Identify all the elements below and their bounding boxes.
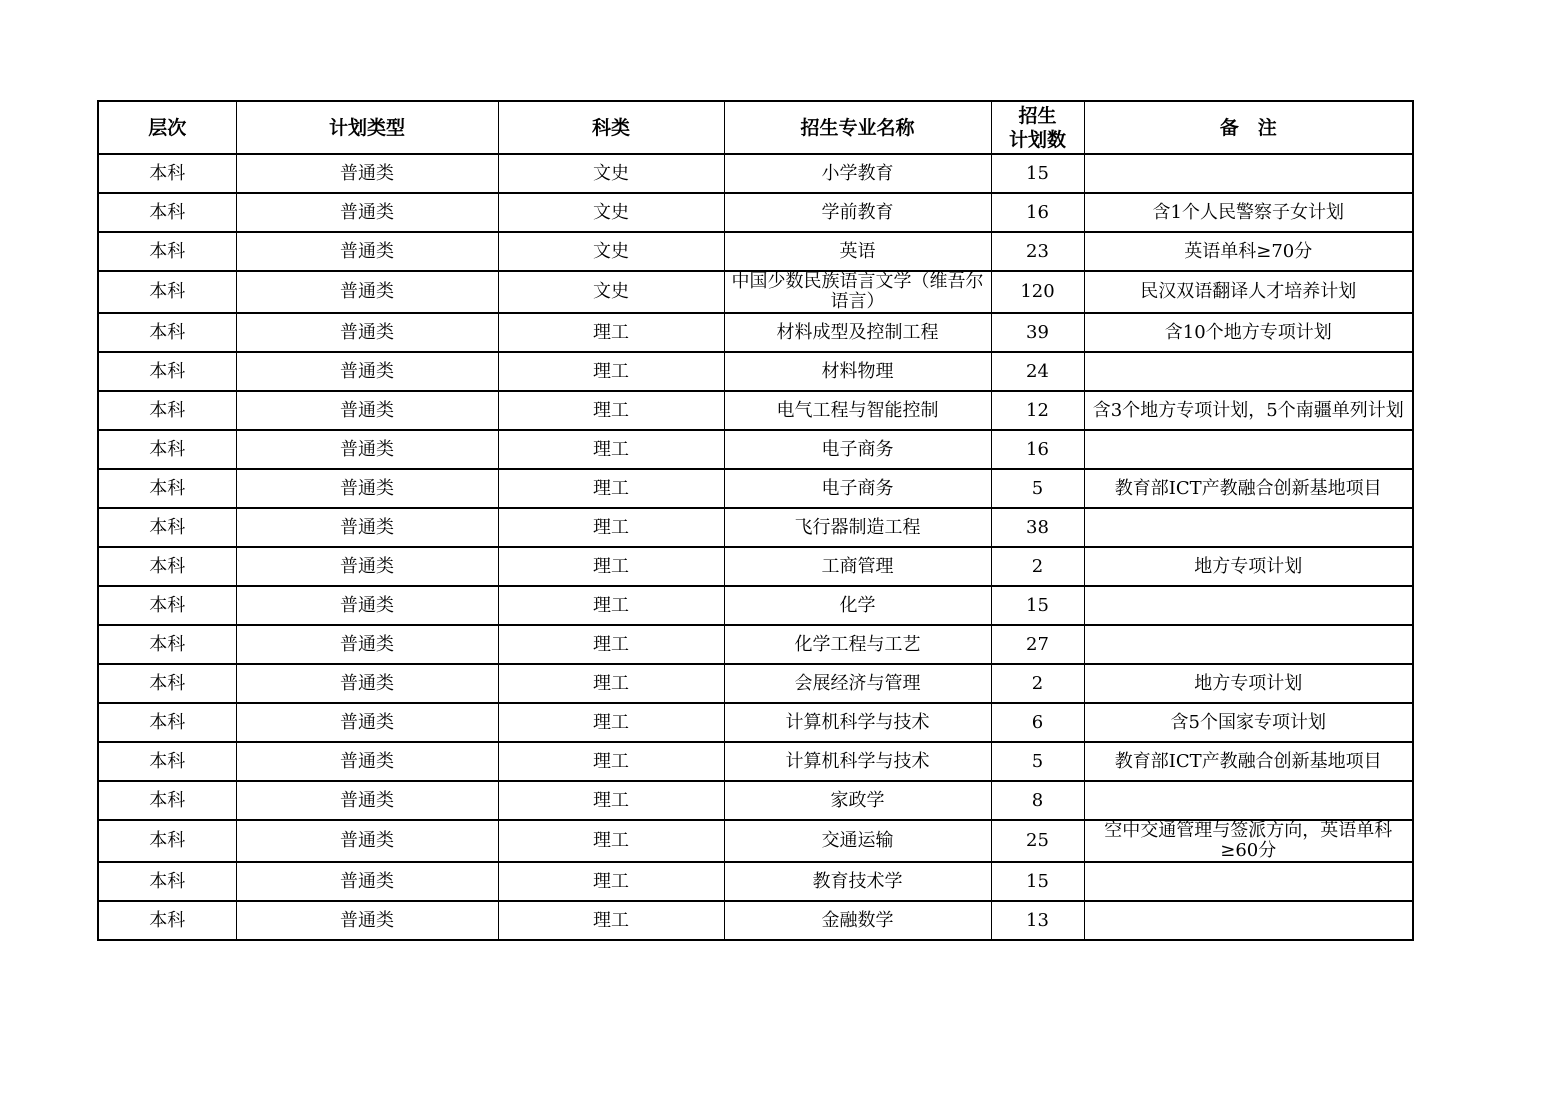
cell-remark: 教育部ICT产教融合创新基地项目 (1084, 469, 1413, 508)
cell-plan-type: 普通类 (236, 862, 498, 901)
cell-quota: 16 (991, 430, 1084, 469)
cell-remark: 教育部ICT产教融合创新基地项目 (1084, 742, 1413, 781)
cell-plan-type: 普通类 (236, 313, 498, 352)
header-subject: 科类 (498, 101, 724, 154)
cell-quota: 15 (991, 862, 1084, 901)
cell-level: 本科 (98, 586, 236, 625)
cell-subject: 理工 (498, 352, 724, 391)
cell-level: 本科 (98, 232, 236, 271)
cell-major: 电子商务 (724, 430, 991, 469)
cell-major: 金融数学 (724, 901, 991, 940)
cell-subject: 理工 (498, 820, 724, 862)
cell-subject: 理工 (498, 508, 724, 547)
header-plan-type: 计划类型 (236, 101, 498, 154)
cell-plan-type: 普通类 (236, 193, 498, 232)
table-row (98, 901, 1413, 940)
table-row (98, 232, 1413, 271)
cell-subject: 理工 (498, 430, 724, 469)
table-row (98, 391, 1413, 430)
cell-quota: 15 (991, 586, 1084, 625)
cell-quota: 5 (991, 469, 1084, 508)
cell-remark (1084, 901, 1413, 940)
cell-subject: 理工 (498, 862, 724, 901)
cell-plan-type: 普通类 (236, 391, 498, 430)
cell-major: 飞行器制造工程 (724, 508, 991, 547)
cell-subject: 理工 (498, 391, 724, 430)
cell-subject: 理工 (498, 781, 724, 820)
cell-major: 中国少数民族语言文学（维吾尔语言） (724, 271, 991, 313)
cell-quota: 2 (991, 664, 1084, 703)
cell-level: 本科 (98, 742, 236, 781)
table-row (98, 625, 1413, 664)
cell-plan-type: 普通类 (236, 703, 498, 742)
enrollment-plan-table (97, 100, 1414, 941)
cell-plan-type: 普通类 (236, 901, 498, 940)
cell-major: 化学 (724, 586, 991, 625)
cell-plan-type: 普通类 (236, 508, 498, 547)
cell-level: 本科 (98, 193, 236, 232)
cell-major: 工商管理 (724, 547, 991, 586)
table-body (98, 154, 1413, 940)
cell-plan-type: 普通类 (236, 469, 498, 508)
table-row (98, 154, 1413, 193)
cell-level: 本科 (98, 313, 236, 352)
cell-remark: 地方专项计划 (1084, 547, 1413, 586)
cell-remark: 含1个人民警察子女计划 (1084, 193, 1413, 232)
cell-plan-type: 普通类 (236, 271, 498, 313)
table-row (98, 547, 1413, 586)
cell-major: 家政学 (724, 781, 991, 820)
cell-quota: 5 (991, 742, 1084, 781)
cell-remark (1084, 508, 1413, 547)
cell-quota: 13 (991, 901, 1084, 940)
cell-remark (1084, 352, 1413, 391)
cell-major: 教育技术学 (724, 862, 991, 901)
cell-subject: 文史 (498, 154, 724, 193)
cell-plan-type: 普通类 (236, 232, 498, 271)
cell-remark: 含3个地方专项计划，5个南疆单列计划 (1084, 391, 1413, 430)
header-major: 招生专业名称 (724, 101, 991, 154)
cell-plan-type: 普通类 (236, 781, 498, 820)
cell-plan-type: 普通类 (236, 547, 498, 586)
cell-remark (1084, 625, 1413, 664)
cell-major: 学前教育 (724, 193, 991, 232)
cell-remark (1084, 781, 1413, 820)
cell-plan-type: 普通类 (236, 625, 498, 664)
header-remark: 备 注 (1084, 101, 1413, 154)
cell-level: 本科 (98, 352, 236, 391)
cell-level: 本科 (98, 820, 236, 862)
cell-plan-type: 普通类 (236, 664, 498, 703)
cell-level: 本科 (98, 703, 236, 742)
cell-plan-type: 普通类 (236, 586, 498, 625)
cell-major: 英语 (724, 232, 991, 271)
header-quota (991, 101, 1084, 154)
cell-level: 本科 (98, 154, 236, 193)
cell-subject: 文史 (498, 271, 724, 313)
cell-subject: 理工 (498, 586, 724, 625)
cell-quota: 27 (991, 625, 1084, 664)
cell-subject: 理工 (498, 469, 724, 508)
header-level: 层次 (98, 101, 236, 154)
cell-major: 化学工程与工艺 (724, 625, 991, 664)
cell-remark: 地方专项计划 (1084, 664, 1413, 703)
cell-subject: 理工 (498, 625, 724, 664)
cell-quota: 24 (991, 352, 1084, 391)
cell-quota: 12 (991, 391, 1084, 430)
cell-major: 材料物理 (724, 352, 991, 391)
cell-remark (1084, 862, 1413, 901)
cell-subject: 理工 (498, 742, 724, 781)
cell-subject: 理工 (498, 547, 724, 586)
table-row (98, 313, 1413, 352)
cell-major: 小学教育 (724, 154, 991, 193)
table-row (98, 586, 1413, 625)
cell-level: 本科 (98, 862, 236, 901)
table-row (98, 193, 1413, 232)
cell-major: 电气工程与智能控制 (724, 391, 991, 430)
cell-level: 本科 (98, 430, 236, 469)
cell-remark: 民汉双语翻译人才培养计划 (1084, 271, 1413, 313)
header-quota-line1: 招生 (1018, 104, 1057, 127)
cell-plan-type: 普通类 (236, 820, 498, 862)
cell-major: 电子商务 (724, 469, 991, 508)
cell-remark: 含10个地方专项计划 (1084, 313, 1413, 352)
cell-remark: 英语单科≥70分 (1084, 232, 1413, 271)
cell-quota: 8 (991, 781, 1084, 820)
cell-subject: 理工 (498, 664, 724, 703)
cell-plan-type: 普通类 (236, 430, 498, 469)
cell-plan-type: 普通类 (236, 154, 498, 193)
cell-level: 本科 (98, 547, 236, 586)
cell-major: 计算机科学与技术 (724, 742, 991, 781)
cell-major: 材料成型及控制工程 (724, 313, 991, 352)
cell-subject: 文史 (498, 193, 724, 232)
table-row (98, 469, 1413, 508)
cell-quota: 23 (991, 232, 1084, 271)
cell-quota: 25 (991, 820, 1084, 862)
cell-subject: 理工 (498, 313, 724, 352)
cell-plan-type: 普通类 (236, 742, 498, 781)
cell-remark: 含5个国家专项计划 (1084, 703, 1413, 742)
cell-major: 计算机科学与技术 (724, 703, 991, 742)
cell-subject: 理工 (498, 703, 724, 742)
table-row (98, 742, 1413, 781)
table-row (98, 508, 1413, 547)
cell-major: 交通运输 (724, 820, 991, 862)
cell-plan-type: 普通类 (236, 352, 498, 391)
cell-level: 本科 (98, 469, 236, 508)
cell-quota: 2 (991, 547, 1084, 586)
table-row (98, 820, 1413, 862)
table-row (98, 430, 1413, 469)
cell-quota: 38 (991, 508, 1084, 547)
cell-subject: 文史 (498, 232, 724, 271)
cell-remark: 空中交通管理与签派方向，英语单科≥60分 (1084, 820, 1413, 862)
table-row (98, 703, 1413, 742)
cell-level: 本科 (98, 625, 236, 664)
cell-level: 本科 (98, 901, 236, 940)
cell-level: 本科 (98, 271, 236, 313)
cell-quota: 15 (991, 154, 1084, 193)
table-row (98, 862, 1413, 901)
cell-remark (1084, 586, 1413, 625)
header-row (98, 101, 1413, 154)
cell-subject: 理工 (498, 901, 724, 940)
cell-level: 本科 (98, 391, 236, 430)
cell-quota: 6 (991, 703, 1084, 742)
cell-remark (1084, 430, 1413, 469)
cell-level: 本科 (98, 781, 236, 820)
table-row (98, 664, 1413, 703)
cell-level: 本科 (98, 664, 236, 703)
table-row (98, 352, 1413, 391)
cell-quota: 39 (991, 313, 1084, 352)
header-quota-line2: 计划数 (1008, 128, 1066, 151)
cell-level: 本科 (98, 508, 236, 547)
table-row (98, 271, 1413, 313)
cell-quota: 16 (991, 193, 1084, 232)
cell-major: 会展经济与管理 (724, 664, 991, 703)
cell-remark (1084, 154, 1413, 193)
table-row (98, 781, 1413, 820)
cell-quota: 120 (991, 271, 1084, 313)
